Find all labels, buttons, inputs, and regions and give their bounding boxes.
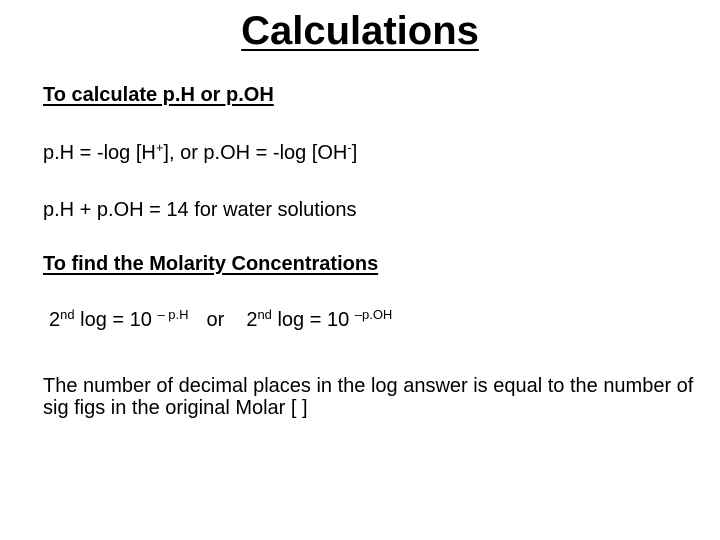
or-word: or [206, 309, 225, 331]
sig-figs-note: The number of decimal places in the log answer is equal to the number of sig figs in the original Molar [ ] [43, 375, 694, 419]
ph-poh-formula: p.H = -log [H+], or p.OH = -log [OH-] [43, 139, 358, 164]
water-sum-formula: p.H + p.OH = 14 for water solutions [43, 199, 357, 221]
antilog-ph: 2nd log = 10 $^{- p.H}$ [49, 306, 189, 331]
molarity-heading: To find the Molarity Concentrations [43, 253, 379, 275]
antilog-formula [49, 308, 392, 332]
antilog-poh: 2nd log = 10 $^{-p.OH}$ [246, 306, 393, 331]
calculate-ph-heading: To calculate p.H or p.OH [43, 84, 274, 106]
slide-title: Calculations [241, 9, 479, 53]
